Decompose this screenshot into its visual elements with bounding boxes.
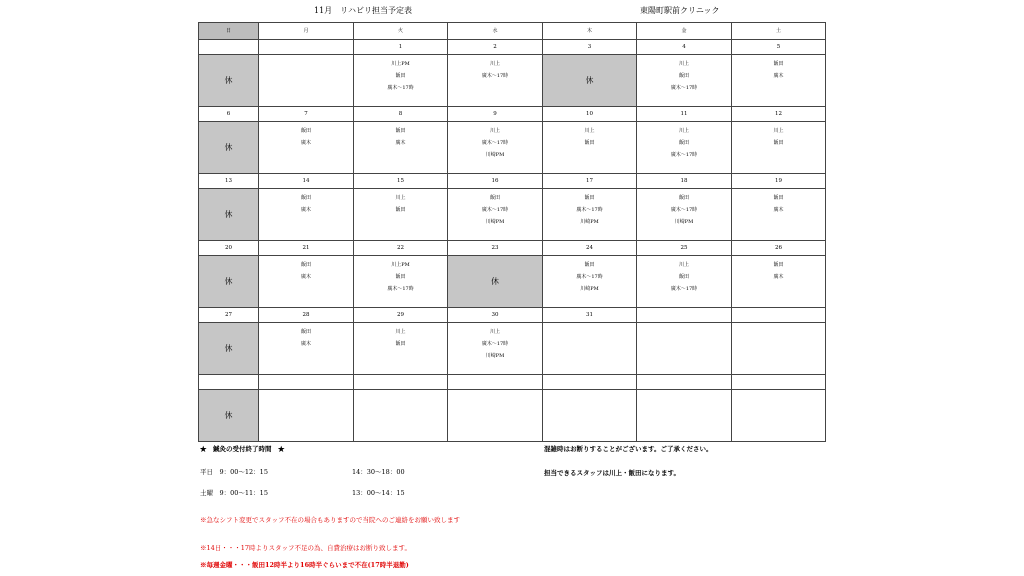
date-cell: 24 [543, 241, 637, 256]
staff-cell [354, 256, 448, 308]
holiday-cell: 休 [448, 256, 543, 308]
staff-row [199, 256, 826, 308]
staff-name: 飯田 [773, 140, 784, 146]
date-cell: 28 [259, 308, 354, 323]
staff-row [199, 390, 826, 442]
staff-name: 飯田 [773, 61, 784, 67]
staff-cell [637, 323, 732, 375]
date-cell: 20 [199, 241, 259, 256]
staff-name: 廣木 [773, 207, 784, 213]
staff-cell [259, 189, 354, 241]
date-cell: 16 [448, 174, 543, 189]
date-cell: 4 [637, 40, 732, 55]
staff-cell [637, 390, 732, 442]
staff-cell [637, 256, 732, 308]
staff-name: 川上 [489, 61, 500, 67]
staff-name: 川上 [678, 61, 689, 67]
date-cell [199, 375, 259, 390]
weekday-hours-pm: 14：30～18：00 [352, 468, 405, 476]
staff-cell [543, 256, 637, 308]
staff-name: 川崎PM [485, 219, 505, 225]
date-cell: 7 [259, 107, 354, 122]
staff-name: 廣木～17時 [481, 341, 509, 347]
staff-cell [732, 256, 826, 308]
weekday-header-cell: 金 [637, 23, 732, 40]
staff-name: 廣木～17時 [481, 140, 509, 146]
holiday-cell: 休 [199, 55, 259, 107]
staff-name: 飯田 [395, 274, 406, 280]
staff-name: 飯田 [395, 73, 406, 79]
staff-name: 川崎PM [674, 219, 694, 225]
staff-cell [354, 122, 448, 174]
date-cell: 15 [354, 174, 448, 189]
staff-name: 廣木～17時 [576, 274, 603, 280]
staff-cell [543, 323, 637, 375]
staff-name: 廣木 [773, 73, 784, 79]
staff-cell [448, 122, 543, 174]
staff-cell [637, 55, 732, 107]
staff-row [199, 323, 826, 375]
staff-cell [732, 189, 826, 241]
date-cell: 17 [543, 174, 637, 189]
staff-name: 川崎PM [485, 353, 505, 359]
holiday-cell: 休 [199, 390, 259, 442]
staff-name: 川上 [489, 329, 500, 335]
date-row [199, 375, 826, 390]
staff-name: 川上 [678, 128, 689, 134]
staff-note: 担当できるスタッフは川上・飯田になります。 [544, 469, 680, 477]
staff-name: 飯田 [300, 329, 311, 335]
staff-name: 飯田 [678, 73, 689, 79]
staff-name: 廣木～17時 [670, 152, 698, 158]
staff-name: 川上 [489, 128, 500, 134]
holiday-cell: 休 [199, 323, 259, 375]
staff-name: 飯田 [773, 262, 784, 268]
staff-name: 川上 [395, 329, 406, 335]
staff-name: 廣木～17時 [481, 207, 509, 213]
staff-name: 飯田 [300, 195, 311, 201]
staff-cell [732, 323, 826, 375]
staff-name: 廣木～17時 [481, 73, 509, 79]
staff-name: 廣木～17時 [670, 85, 698, 91]
staff-cell [543, 122, 637, 174]
date-cell [259, 40, 354, 55]
holiday-cell: 休 [199, 189, 259, 241]
staff-name: 飯田 [773, 195, 784, 201]
staff-name: 川上 [584, 128, 595, 134]
date-cell: 8 [354, 107, 448, 122]
schedule-title: 11月 リハビリ担当予定表 [314, 6, 412, 15]
staff-cell [448, 55, 543, 107]
staff-name: 飯田 [395, 128, 406, 134]
staff-cell [448, 189, 543, 241]
staff-name: 廣木～17時 [576, 207, 603, 213]
staff-name: 飯田 [678, 140, 689, 146]
date-cell: 26 [732, 241, 826, 256]
staff-cell [448, 323, 543, 375]
staff-name: 川上 [678, 262, 689, 268]
weekday-header-row [199, 23, 826, 40]
staff-name: 廣木～17時 [387, 85, 414, 91]
date-cell: 1 [354, 40, 448, 55]
date-cell [354, 375, 448, 390]
staff-cell [354, 323, 448, 375]
hours-heading: ★ 鍼灸の受付終了時間 ★ [200, 445, 285, 453]
date-cell: 3 [543, 40, 637, 55]
weekday-header-cell: 火 [354, 23, 448, 40]
date-cell: 2 [448, 40, 543, 55]
date-cell: 21 [259, 241, 354, 256]
staff-cell [543, 390, 637, 442]
date-cell: 14 [259, 174, 354, 189]
staff-name: 飯田 [300, 262, 311, 268]
date-cell [637, 308, 732, 323]
staff-name: 川崎PM [580, 219, 599, 225]
date-cell [259, 375, 354, 390]
weekday-header-cell: 木 [543, 23, 637, 40]
staff-cell [259, 256, 354, 308]
staff-name: 川上 [395, 195, 406, 201]
staff-cell [732, 122, 826, 174]
weekday-header-cell: 日 [199, 23, 259, 40]
shift-change-warning: ※急なシフト変更でスタッフ不在の場合もありますので当院へのご連絡をお願い致します [200, 516, 460, 524]
date-cell: 31 [543, 308, 637, 323]
staff-name: 川崎PM [485, 152, 505, 158]
staff-name: 廣木～17時 [670, 286, 698, 292]
staff-name: 飯田 [395, 341, 406, 347]
date-row [199, 308, 826, 323]
staff-name: 廣木～17時 [670, 207, 698, 213]
staff-name: 飯田 [584, 262, 595, 268]
date-cell: 19 [732, 174, 826, 189]
holiday-cell: 休 [199, 122, 259, 174]
staff-name: 廣木 [300, 341, 311, 347]
staff-cell [637, 189, 732, 241]
staff-row [199, 122, 826, 174]
date-cell: 12 [732, 107, 826, 122]
saturday-hours-am: 土曜 9：00～11：15 [200, 489, 268, 497]
date-cell [637, 375, 732, 390]
staff-row [199, 189, 826, 241]
date-cell: 22 [354, 241, 448, 256]
weekday-header-cell: 水 [448, 23, 543, 40]
date-row [199, 241, 826, 256]
staff-name: 飯田 [395, 207, 406, 213]
staff-cell [637, 122, 732, 174]
staff-name: 川上PM [391, 61, 410, 67]
date-row [199, 174, 826, 189]
schedule-calendar [198, 22, 826, 442]
date-cell: 10 [543, 107, 637, 122]
date-cell: 18 [637, 174, 732, 189]
weekday-header-cell: 土 [732, 23, 826, 40]
staff-name: 川上PM [391, 262, 410, 268]
date-cell [448, 375, 543, 390]
clinic-name: 東陽町駅前クリニック [640, 6, 720, 15]
staff-cell [259, 323, 354, 375]
staff-name: 廣木 [395, 140, 406, 146]
staff-name: 飯田 [300, 128, 311, 134]
staff-name: 飯田 [678, 274, 689, 280]
staff-cell [354, 390, 448, 442]
date-cell: 11 [637, 107, 732, 122]
date-cell [732, 308, 826, 323]
date-cell: 29 [354, 308, 448, 323]
staff-cell [543, 189, 637, 241]
date-cell: 6 [199, 107, 259, 122]
date-cell [543, 375, 637, 390]
weekday-hours-am: 平日 9：00～12：15 [200, 468, 268, 476]
staff-cell [448, 390, 543, 442]
staff-name: 飯田 [489, 195, 500, 201]
staff-name: 飯田 [584, 195, 595, 201]
day14-warning: ※14日・・・17時よりスタッフ不足の為、自費治療はお断り致します。 [200, 544, 412, 552]
staff-name: 廣木 [300, 140, 311, 146]
crowding-note: 混雑時はお断りすることがございます。ご了承ください。 [544, 445, 713, 453]
holiday-cell: 休 [199, 256, 259, 308]
staff-cell [354, 55, 448, 107]
staff-row [199, 55, 826, 107]
staff-cell [259, 55, 354, 107]
date-cell [199, 40, 259, 55]
saturday-hours-pm: 13：00～14：15 [352, 489, 405, 497]
friday-warning: ※毎週金曜・・・飯田12時半より16時半ぐらいまで不在(17時半退勤) [200, 561, 409, 569]
staff-cell [732, 55, 826, 107]
staff-cell [259, 122, 354, 174]
staff-name: 飯田 [584, 140, 595, 146]
staff-name: 廣木 [300, 274, 311, 280]
weekday-header-cell: 月 [259, 23, 354, 40]
staff-cell [732, 390, 826, 442]
date-cell: 27 [199, 308, 259, 323]
date-row [199, 40, 826, 55]
date-cell: 30 [448, 308, 543, 323]
date-cell: 25 [637, 241, 732, 256]
staff-name: 川上 [773, 128, 784, 134]
staff-name: 廣木 [773, 274, 784, 280]
date-cell: 9 [448, 107, 543, 122]
staff-cell [259, 390, 354, 442]
date-row [199, 107, 826, 122]
staff-name: 川崎PM [580, 286, 599, 292]
staff-name: 廣木～17時 [387, 286, 414, 292]
date-cell: 13 [199, 174, 259, 189]
staff-name: 飯田 [678, 195, 689, 201]
date-cell: 5 [732, 40, 826, 55]
staff-name: 廣木 [300, 207, 311, 213]
staff-cell [354, 189, 448, 241]
date-cell: 23 [448, 241, 543, 256]
holiday-cell: 休 [543, 55, 637, 107]
date-cell [732, 375, 826, 390]
